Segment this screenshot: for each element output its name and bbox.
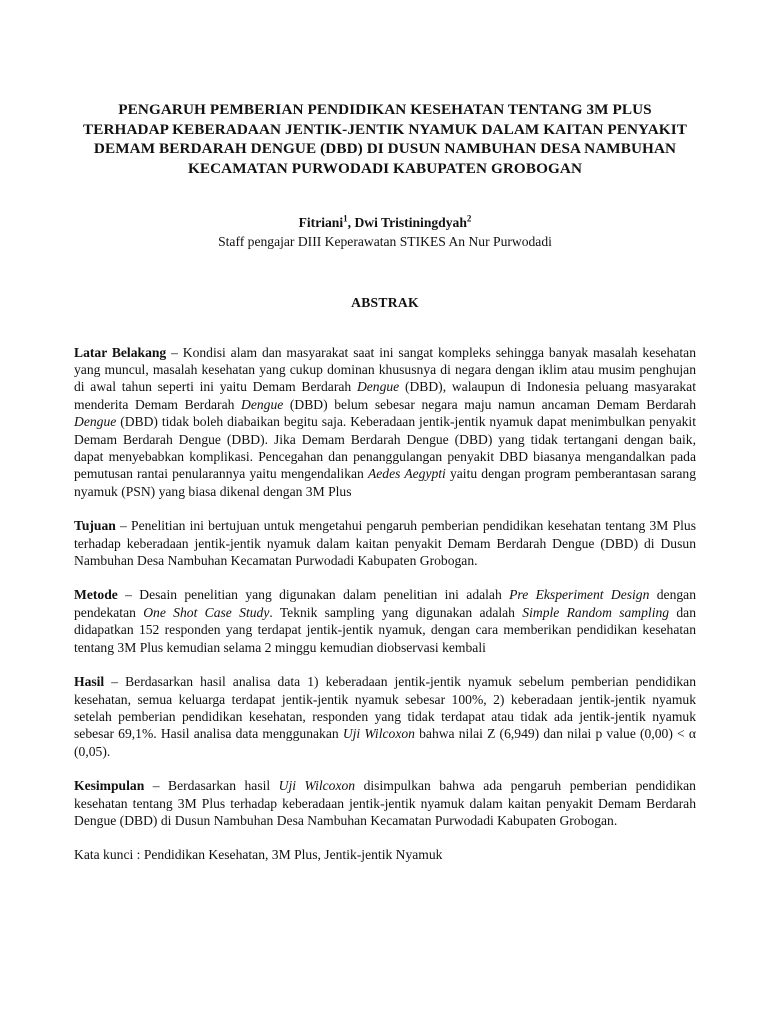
section-text: (DBD) belum sebesar negara maju namun ancaman Demam Berdarah <box>283 396 697 412</box>
italic-term: One Shot Case Study <box>143 604 270 620</box>
author-1: Fitriani <box>298 215 344 231</box>
italic-term: Simple Random sampling <box>522 604 670 620</box>
section-text: – Desain penelitian yang digunakan dalam penelitian ini adalah <box>117 587 510 603</box>
section-metode <box>74 586 696 656</box>
section-text: yaitu dengan program pemberantasan sarang nyamuk (PSN) yang biasa dikenal dengan 3M Plus <box>74 466 697 499</box>
section-text: disimpulkan bahwa ada pengaruh pemberian pendidikan kesehatan tentang 3M Plus terhadap keberadaan jentik-jentik nyamuk dalam kaitan penyakit Demam Berdarah Dengue (DBD) di Dusun Nambuhan Desa Nambuhan Kecamatan Purwodadi Kabupaten Grobogan. <box>74 778 696 828</box>
section-text: dengan pendekatan <box>74 587 696 620</box>
section-text: dan didapatkan 152 responden yang terdapat jentik-jentik nyamuk, dengan cara memberikan pendidikan kesehatan tentang 3M Plus kemudian selama 2 minggu kemudian diobservasi kembali <box>74 604 697 655</box>
italic-term: Dengue <box>74 414 117 430</box>
section-label: Hasil <box>74 674 105 690</box>
italic-term: Aedes Aegypti <box>367 466 446 482</box>
abstract-heading: ABSTRAK <box>351 295 419 311</box>
section-hasil <box>74 673 696 760</box>
paper-title: PENGARUH PEMBERIAN PENDIDIKAN KESEHATAN TENTANG 3M PLUS TERHADAP KEBERADAAN JENTIK-JENTIK NYAMUK DALAM KAITAN PENYAKIT DEMAM BERDARAH DENGUE (DBD) DI DUSUN NAMBUHAN DESA NAMBUHAN KECAMATAN PURWODADI KABUPATEN GROBOGAN <box>83 101 687 177</box>
author-line <box>74 214 696 231</box>
italic-term: Uji Wilcoxon <box>278 778 356 794</box>
author-2: , Dwi Tristiningdyah <box>347 215 467 231</box>
section-text: (DBD), walaupun di Indonesia peluang masyarakat menderita Demam Berdarah <box>74 379 696 412</box>
section-latar-belakang <box>74 344 696 501</box>
author-1-affiliation-mark: 1 <box>343 213 348 224</box>
italic-term: Uji Wilcoxon <box>342 726 415 742</box>
section-text: – Penelitian ini bertujuan untuk mengetahui pengaruh pemberian pendidikan kesehatan tentang 3M Plus terhadap keberadaan jentik-jentik nyamuk dalam kaitan penyakit Demam Berdarah Dengue (DBD) di Dusun Nambuhan Desa Nambuhan Kecamatan Purwodadi Kabupaten Grobogan. <box>74 518 696 569</box>
section-label: Latar Belakang <box>74 344 167 360</box>
author-2-affiliation-mark: 2 <box>466 213 472 224</box>
keywords: Kata kunci : Pendidikan Kesehatan, 3M Plus, Jentik-jentik Nyamuk <box>74 847 443 863</box>
section-label: Tujuan <box>74 518 116 534</box>
section-text: bahwa nilai Z (6,949) dan nilai p value (0,00) < α (0,05). <box>74 726 696 759</box>
section-label: Kesimpulan <box>74 778 145 794</box>
italic-term: Pre Eksperiment Design <box>509 587 650 603</box>
section-text: (DBD) tidak boleh diabaikan begitu saja. Keberadaan jentik-jentik nyamuk dapat menimbulkan penyakit Demam Berdarah Dengue (DBD). Jika Demam Berdarah Dengue (DBD) yang tidak tertangani dengan baik, dapat menyebabkan komplikasi. Pencegahan dan penanggulangan penyakit DBD biasanya mengandalkan pada pemutusan rantai penularannya yaitu mengendalikan <box>74 414 696 482</box>
section-tujuan <box>74 517 696 569</box>
section-text: – Berdasarkan hasil <box>144 778 279 794</box>
section-label: Metode <box>74 587 118 603</box>
section-kesimpulan <box>74 777 696 829</box>
section-text: . Teknik sampling yang digunakan adalah <box>269 604 523 620</box>
affiliation: Staff pengajar DIII Keperawatan STIKES An Nur Purwodadi <box>218 233 552 249</box>
section-text: – Berdasarkan hasil analisa data 1) keberadaan jentik-jentik nyamuk sebelum pemberian pendidikan kesehatan, semua keluarga terdapat jentik-jentik nyamuk sebesar 100%, 2) keberadaan jentik-jentik nyamuk setelah pemberian pendidikan kesehatan, responden yang tidak terdapat atau tidak ada jentik-jentik nyamuk sebesar 69,1%. Hasil analisa data menggunakan <box>74 674 696 742</box>
italic-term: Dengue <box>356 379 400 395</box>
section-text: – Kondisi alam dan masyarakat saat ini sangat kompleks sehingga banyak masalah kesehatan yang muncul, masalah kesehatan yang cukup dominan khususnya di negara dengan iklim atau musim penghujan di awal tahun seperti ini yaitu Demam Berdarah <box>74 344 697 395</box>
italic-term: Dengue <box>241 396 284 412</box>
